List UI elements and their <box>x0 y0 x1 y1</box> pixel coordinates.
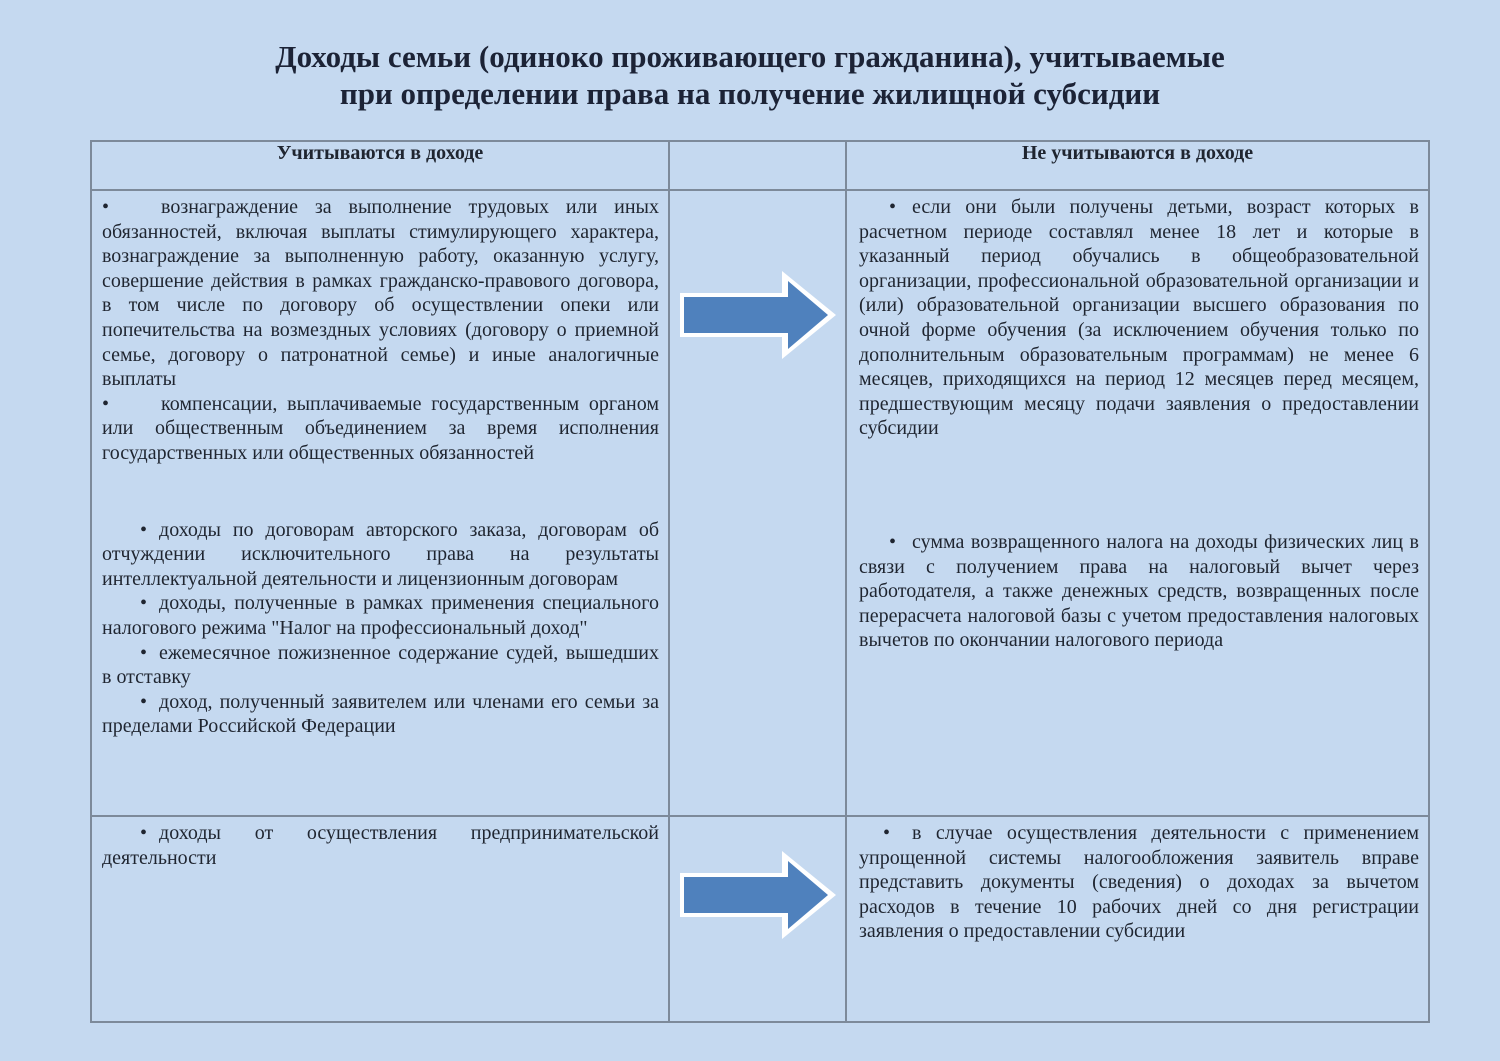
header-middle <box>669 141 846 190</box>
list-item: • ежемесячное пожизненное содержание судей, вышедших в отставку <box>102 641 659 689</box>
right-arrow-icon <box>676 267 840 363</box>
list-item: • доходы по договорам авторского заказа, договорам об отчуждении исключительного права на результаты интеллектуальной деятельности и лицензионным договорам <box>102 518 659 590</box>
list-item: • в случае осуществления деятельности с применением упрощенной системы налогообложения заявитель вправе представить документы (сведения) о доходах за вычетом расходов в течение 10 рабочих дней со дня регистрации заявления о предоставлении субсидии <box>859 822 1419 943</box>
income-table <box>90 140 1430 1023</box>
page-title <box>0 38 1500 112</box>
page-title-line-2: при определении права на получение жилищной субсидии <box>339 76 1161 111</box>
right-arrow-icon <box>676 847 840 943</box>
bullet-icon: • <box>140 592 148 615</box>
list-item: • вознаграждение за выполнение трудовых или иных обязанностей, включая выплаты стимулирующего характера, вознаграждение за выполненную работу, оказанную услугу, совершение действия в рамках гражданско-правового договора, в том числе по договору об осуществлении опеки или попечительства на возмездных условиях (договору о приемной семье, договору о патронатной семье) и иные аналогичные выплаты <box>102 196 659 391</box>
bullet-icon: • <box>140 641 148 664</box>
table-row <box>91 190 1429 816</box>
page-title-line-1: Доходы семьи (одиноко проживающего гражданина), учитываемые <box>275 39 1225 74</box>
list-item: • доходы от осуществления предпринимательской деятельности <box>102 822 659 869</box>
list-item: • доход, полученный заявителем или членами его семьи за пределами Российской Федерации <box>102 690 659 738</box>
arrow-cell <box>669 190 846 816</box>
table-header-row <box>91 141 1429 190</box>
list-item: • если они были получены детьми, возраст которых в расчетном периоде составлял менее 18 лет и которые в указанный период обучались в общеобразовательной организации, профессиональной образовательной организации и (или) образовательной организации высшего образования по очной форме обучения (за исключением обучения только по дополнительным образовательным программам) не менее 6 месяцев, приходящихся на период 12 месяцев перед месяцем, предшествующим месяцу подачи заявления о предоставлении субсидии <box>859 196 1419 440</box>
bullet-icon: • <box>102 196 110 218</box>
list-item: • доходы, полученные в рамках применения специального налогового режима "Налог на профессиональный доход" <box>102 592 659 639</box>
list-item: • компенсации, выплачиваемые государственным органом или общественным объединением за время исполнения государственных или общественных обязанностей <box>102 392 659 464</box>
header-excluded: Не учитываются в доходе <box>846 141 1429 190</box>
included-cell <box>91 816 669 1022</box>
table-row <box>91 816 1429 1022</box>
list-item: • сумма возвращенного налога на доходы физических лиц в связи с получением права на налоговый вычет через работодателя, а также денежных средств, возвращенных после перерасчета налоговой базы с учетом предоставления налоговых вычетов по окончании налогового периода <box>859 530 1419 652</box>
bullet-icon: • <box>889 196 897 218</box>
header-included: Учитываются в доходе <box>91 141 669 190</box>
included-cell <box>91 190 669 816</box>
bullet-icon: • <box>140 822 148 844</box>
excluded-cell <box>846 816 1429 1022</box>
bullet-icon: • <box>889 530 897 553</box>
bullet-icon: • <box>140 690 148 713</box>
bullet-icon: • <box>102 392 110 415</box>
bullet-icon: • <box>140 518 148 541</box>
arrow-cell <box>669 816 846 1022</box>
excluded-cell <box>846 190 1429 816</box>
bullet-icon: • <box>883 822 891 844</box>
